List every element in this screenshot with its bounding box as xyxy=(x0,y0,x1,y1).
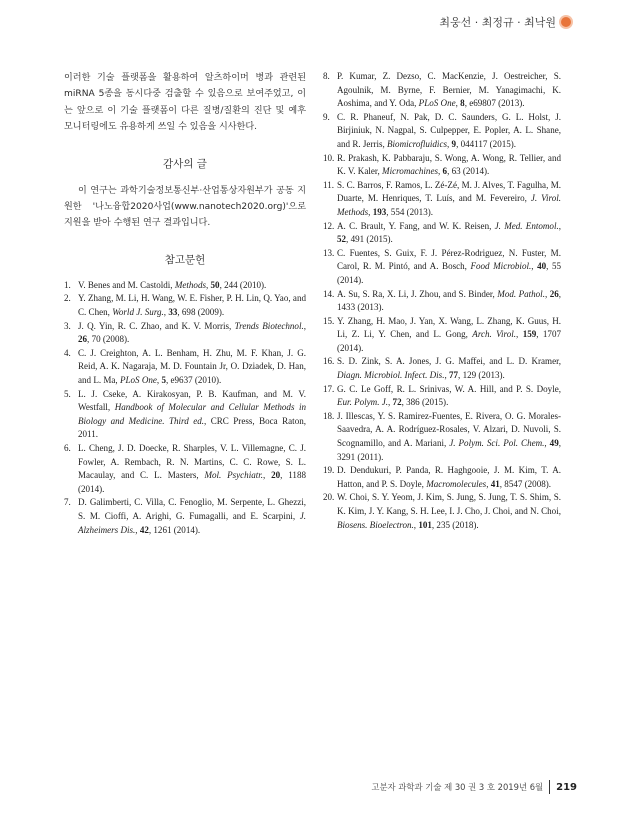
reference-separator: , xyxy=(544,438,550,449)
reference-journal: Micromachines xyxy=(382,166,438,177)
reference-number: 1. xyxy=(64,279,71,290)
reference-authors: J. Q. Yin, R. C. Zhao, and K. V. Morris, xyxy=(78,320,235,331)
reference-separator: , xyxy=(444,370,449,381)
reference-item xyxy=(64,442,306,496)
reference-authors: G. C. Le Goff, R. L. Srinivas, W. A. Hill, and P. S. Doyle, xyxy=(337,383,561,394)
reference-item xyxy=(323,383,561,410)
reference-number: 8. xyxy=(323,71,330,81)
reference-volume: 101 xyxy=(418,519,432,530)
flower-icon xyxy=(561,17,571,27)
reference-authors: V. Benes and M. Castoldi, xyxy=(78,279,175,290)
reference-number: 12. xyxy=(323,220,335,231)
reference-journal: J. Polym. Sci. Pol. Chem. xyxy=(449,438,545,449)
running-header xyxy=(439,14,571,30)
reference-authors: J. Illescas, Y. S. Ramirez-Fuentes, E. Rivera, O. G. Morales-Saavedra, A. A. Rodríguez-Rosales, V. Alzari, D. Nuvoli, S. Scognamillo, and A. Mariani, xyxy=(337,410,561,449)
reference-journal: Arch. Virol. xyxy=(472,329,517,340)
reference-pages-year: , 1188 (2014). xyxy=(78,470,306,494)
reference-separator: , xyxy=(263,470,272,481)
reference-number: 5. xyxy=(64,388,71,399)
reference-authors: S. D. Zink, S. A. Jones, J. G. Maffei, and L. D. Kramer, xyxy=(337,356,561,367)
reference-journal: Macromolecules xyxy=(426,478,487,489)
reference-number: 2. xyxy=(64,293,71,304)
reference-journal: PLoS One xyxy=(119,375,157,385)
references-list-right xyxy=(323,70,561,532)
reference-separator: , xyxy=(531,261,538,272)
reference-authors: C. Fuentes, S. Guix, F. J. Pérez-Rodriguez, N. Fuster, M. Carol, R. M. Pintó, and A. Bosch, xyxy=(337,247,561,272)
reference-separator: , xyxy=(516,329,523,340)
reference-separator: , xyxy=(135,524,140,535)
reference-pages-year: , e69807 (2013). xyxy=(464,98,525,109)
reference-number: 16. xyxy=(323,356,335,367)
reference-pages-year: , 63 (2014). xyxy=(447,166,490,177)
reference-item xyxy=(323,491,561,532)
reference-volume: 49 xyxy=(549,438,559,449)
acknowledgment-title: 감사의 글 xyxy=(163,157,207,170)
footer-journal-info: 고분자 과학과 기술 제 30 권 3 호 2019년 6월 xyxy=(371,782,544,792)
reference-item xyxy=(64,388,306,442)
reference-journal: Handbook of Molecular and Cellular Methods in Biology and Medicine. Third ed. xyxy=(78,402,306,426)
reference-authors: L. J. Cseke, A. Kirakosyan, P. B. Kaufman, and M. V. Westfall, xyxy=(78,388,306,413)
reference-item xyxy=(323,70,561,111)
reference-pages-year: , CRC Press, Boca Raton, 2011. xyxy=(78,415,306,440)
reference-volume: 72 xyxy=(392,397,402,408)
reference-authors: Y. Zhang, H. Mao, J. Yan, X. Wang, L. Zhang, K. Guus, H. Li, Z. Li, Y. Chen, and L. Gong, xyxy=(337,315,561,340)
reference-pages-year: , e9637 (2010). xyxy=(165,375,222,385)
header-authors: 최웅선 · 최정규 · 최낙원 xyxy=(439,16,556,29)
reference-separator: , xyxy=(388,397,393,408)
reference-separator: , xyxy=(486,478,491,489)
reference-separator: , xyxy=(206,279,211,290)
reference-number: 19. xyxy=(323,465,335,476)
reference-item xyxy=(64,292,306,319)
reference-item xyxy=(64,320,306,347)
reference-item xyxy=(64,279,306,293)
reference-item xyxy=(323,410,561,464)
reference-separator: , xyxy=(156,375,162,385)
reference-pages-year: , 554 (2013). xyxy=(386,206,434,217)
reference-pages-year: , 129 (2013). xyxy=(458,370,505,381)
reference-volume: 42 xyxy=(139,524,149,535)
reference-volume: 26 xyxy=(549,288,559,299)
reference-volume: 159 xyxy=(522,329,537,340)
reference-number: 13. xyxy=(323,247,335,258)
reference-volume: 50 xyxy=(210,279,220,290)
reference-separator: , xyxy=(368,206,373,217)
reference-authors: C. J. Creighton, A. L. Benham, H. Zhu, M. F. Khan, J. G. Reid, A. K. Nagaraja, M. D. Fountain Jr, O. Dziadek, D. Han, and L. Ma, xyxy=(78,347,306,385)
reference-authors: L. Cheng, J. D. Doecke, R. Sharples, V. L. Villemagne, C. J. Fowler, A. Rembach, R. N. Martins, C. C. Rowe, S. L. Macaulay, and C. L. Masters, xyxy=(78,442,306,481)
reference-pages-year: , 244 (2010). xyxy=(219,279,267,290)
reference-number: 20. xyxy=(323,492,335,503)
reference-authors: R. Prakash, K. Pabbaraju, S. Wong, A. Wong, R. Tellier, and K. V. Kaler, xyxy=(337,152,561,177)
reference-item xyxy=(64,496,306,537)
reference-journal: PLoS One xyxy=(418,98,456,109)
reference-volume: 6 xyxy=(442,166,448,177)
reference-separator: , xyxy=(447,138,452,149)
reference-item xyxy=(323,247,561,288)
reference-item xyxy=(323,111,561,152)
reference-pages-year: , 698 (2009). xyxy=(177,307,225,318)
reference-journal: World J. Surg. xyxy=(112,307,164,318)
reference-volume: 26 xyxy=(78,334,88,345)
reference-journal: Diagn. Microbiol. Infect. Dis. xyxy=(337,370,445,381)
reference-number: 3. xyxy=(64,320,71,331)
reference-pages-year: , 044117 (2015). xyxy=(456,138,517,149)
reference-pages-year: , 70 (2008). xyxy=(87,334,130,345)
reference-journal: Biomicrofluidics xyxy=(387,138,447,149)
reference-volume: 5 xyxy=(161,375,166,385)
reference-item xyxy=(323,355,561,382)
reference-journal: Trends Biotechnol. xyxy=(234,320,304,331)
reference-separator: , xyxy=(303,320,306,331)
references-title: 참고문헌 xyxy=(164,253,206,266)
footer-divider xyxy=(549,780,550,794)
reference-number: 17. xyxy=(323,383,335,394)
reference-authors: P. Kumar, Z. Dezso, C. MacKenzie, J. Oestreicher, S. Agoulnik, M. Byrne, F. Bernier, M. Yanagimachi, K. Aoshima, and Y. Oda, xyxy=(337,71,561,109)
reference-item xyxy=(323,152,561,179)
reference-journal: Mod. Pathol. xyxy=(497,288,545,299)
reference-volume: 52 xyxy=(337,234,347,245)
reference-number: 4. xyxy=(64,347,71,358)
references-list-left xyxy=(64,279,306,537)
reference-pages-year: , 3291 (2011). xyxy=(337,438,561,462)
reference-authors: S. C. Barros, F. Ramos, L. Zé-Zé, M. J. Alves, T. Fagulha, M. Duarte, M. Henriques, T. Luís, and M. Fevereiro, xyxy=(337,179,561,204)
reference-separator: , xyxy=(413,519,419,530)
reference-number: 10. xyxy=(323,152,335,163)
reference-volume: 8 xyxy=(460,98,465,109)
left-column xyxy=(64,70,306,537)
reference-item xyxy=(323,220,561,247)
reference-pages-year: , 8547 (2008). xyxy=(499,478,552,489)
reference-number: 11. xyxy=(323,179,334,190)
page-footer xyxy=(371,780,577,794)
reference-authors: C. R. Phaneuf, N. Pak, D. C. Saunders, G. L. Holst, J. Birjiniuk, N. Nagpal, S. Culpepper, E. Popler, A. L. Shane, and R. Jerris, xyxy=(337,111,561,149)
reference-number: 9. xyxy=(323,111,330,122)
reference-number: 6. xyxy=(64,442,71,453)
reference-journal: J. Virol. Methods xyxy=(337,193,562,217)
reference-journal: Methods xyxy=(174,279,206,290)
reference-number: 14. xyxy=(323,288,335,299)
reference-journal: J. Alzheimers Dis. xyxy=(78,510,306,535)
reference-pages-year: , 1433 (2013). xyxy=(337,288,561,313)
reference-item xyxy=(64,347,306,388)
reference-pages-year: , 235 (2018). xyxy=(431,519,479,530)
reference-authors: D. Dendukuri, P. Panda, R. Haghgooie, J. M. Kim, T. A. Hatton, and P. S. Doyle, xyxy=(337,465,561,489)
reference-separator: , xyxy=(544,288,550,299)
reference-number: 18. xyxy=(323,410,335,421)
reference-pages-year: , 386 (2015). xyxy=(401,397,449,408)
page-number: 219 xyxy=(556,781,577,793)
reference-pages-year: , 1707 (2014). xyxy=(337,329,561,353)
reference-authors: A. Su, S. Ra, X. Li, J. Zhou, and S. Binder, xyxy=(337,288,498,299)
reference-volume: 41 xyxy=(490,478,500,489)
reference-number: 15. xyxy=(323,315,335,326)
reference-number: 7. xyxy=(64,497,71,508)
reference-volume: 33 xyxy=(168,307,178,318)
reference-journal: Eur. Polym. J. xyxy=(337,397,389,408)
reference-separator: , xyxy=(163,307,169,318)
intro-paragraph: 이러한 기술 플랫폼을 활용하여 알츠하이머 병과 관련된 miRNA 5종을 동시다중 검출할 수 있음으로 보여주었고, 이는 앞으로 이 기술 플랫폼이 다른 질병/질환의 진단 및 예후 모니터링에도 유용하게 쓰일 수 있음을 시사한다. xyxy=(64,73,306,133)
reference-separator: , xyxy=(455,98,461,109)
reference-pages-year: , 491 (2015). xyxy=(346,234,393,245)
reference-item xyxy=(323,464,561,491)
reference-authors: D. Galimberti, C. Villa, C. Fenoglio, M. Serpente, L. Ghezzi, S. M. Cioffi, A. Arighi, G. Fumagalli, and E. Scarpini, xyxy=(78,497,306,521)
reference-volume: 40 xyxy=(537,261,547,272)
right-column xyxy=(323,70,561,532)
acknowledgment-text: 이 연구는 과학기술정보통신부·산업통상자원부가 공동 지원한 '나노융합2020사업(www.nanotech2020.org)'으로 지원을 받아 수행된 연구 결과입니다. xyxy=(64,185,306,229)
reference-journal: Mol. Psychiatr. xyxy=(204,470,264,481)
reference-volume: 20 xyxy=(271,470,281,481)
reference-pages-year: , 55 (2014). xyxy=(337,261,561,285)
reference-item xyxy=(323,179,561,220)
reference-journal: Biosens. Bioelectron. xyxy=(337,519,414,530)
reference-pages-year: , 1261 (2014). xyxy=(148,524,201,535)
reference-journal: J. Med. Entomol. xyxy=(494,220,559,231)
reference-authors: Y. Zhang, M. Li, H. Wang, W. E. Fisher, P. H. Lin, Q. Yao, and C. Chen, xyxy=(78,293,306,318)
reference-authors: W. Choi, S. Y. Yeom, J. Kim, S. Jung, S. Jung, T. S. Shim, S. K. Kim, J. Y. Kang, S. H. Lee, I. J. Cho, J. Choi, and N. Choi, xyxy=(337,492,561,516)
reference-volume: 77 xyxy=(449,370,459,381)
reference-journal: Food Microbiol. xyxy=(470,261,532,272)
reference-separator: , xyxy=(438,166,443,177)
reference-volume: 193 xyxy=(372,206,387,217)
reference-item xyxy=(323,288,561,315)
reference-item xyxy=(323,315,561,356)
reference-separator: , xyxy=(558,220,561,231)
reference-volume: 9 xyxy=(451,138,457,149)
reference-authors: A. C. Brault, Y. Fang, and W. K. Reisen, xyxy=(337,220,495,231)
